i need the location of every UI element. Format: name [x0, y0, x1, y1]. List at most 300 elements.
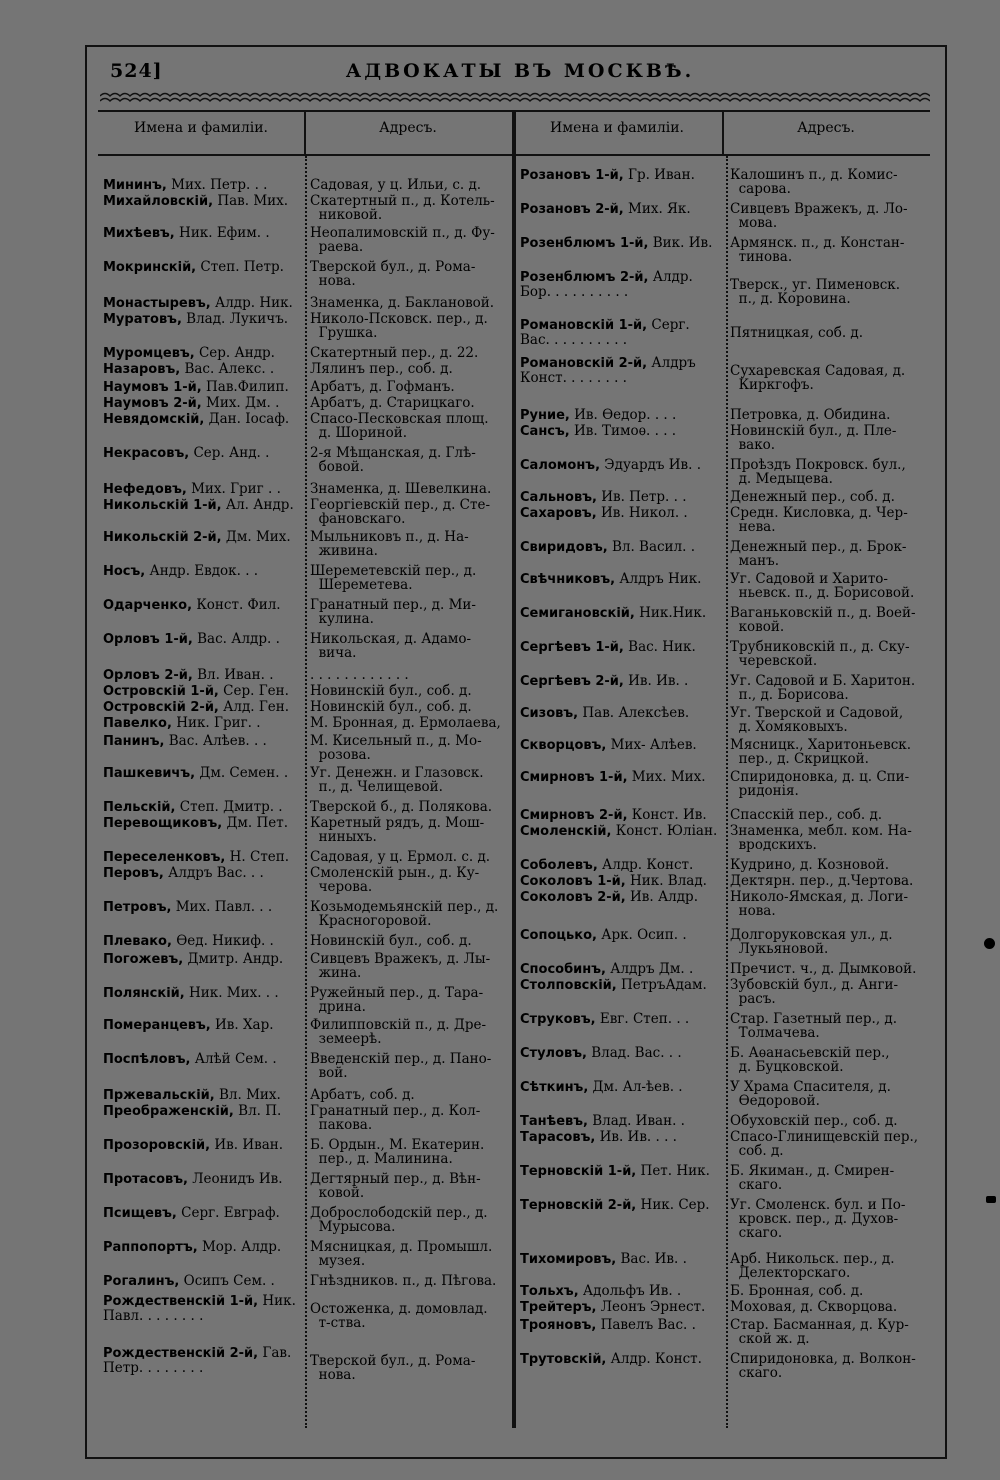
surname: Муратовъ, — [103, 312, 182, 327]
lawyer-name — [520, 962, 693, 977]
given-names: Гав. — [258, 1345, 292, 1361]
address — [730, 1284, 863, 1298]
surname: Соболевъ, — [520, 858, 598, 873]
address — [730, 962, 916, 976]
given-names: Ив. Ив. . . . — [595, 1129, 677, 1145]
address — [730, 808, 882, 822]
address-line: д. Хомяковыхъ. — [730, 719, 848, 735]
given-names: Андр. Евдок. . . — [145, 563, 259, 579]
address-line: Новинскій бул., соб. д. — [310, 683, 472, 699]
address-line: нева. — [730, 519, 776, 535]
address-line: Спасо-Глинищевскій пер., — [730, 1129, 919, 1145]
lawyer-name — [520, 1080, 683, 1095]
given-names: Эдуардъ Ив. . — [600, 457, 702, 473]
col-header-address-right: Адресъ. — [797, 120, 855, 136]
address-line: вродскихъ. — [730, 837, 817, 853]
surname: Монастыревъ, — [103, 296, 211, 311]
address — [310, 716, 501, 730]
given-names: Павелъ Вас. . — [596, 1317, 696, 1333]
surname: Сергѣевъ 1-й, — [520, 640, 624, 655]
address — [310, 850, 490, 864]
address — [310, 1302, 488, 1330]
given-names: Сер. Ген. — [218, 683, 289, 699]
lawyer-name — [520, 1318, 696, 1333]
given-names: Гр. Иван. — [623, 167, 695, 183]
address-line: М. Кисельный п., д. Мо- — [310, 733, 482, 749]
address — [730, 1352, 916, 1380]
surname: Терновскій 1-й, — [520, 1164, 637, 1179]
address — [310, 1138, 484, 1166]
surname: Розановъ 1-й, — [520, 168, 624, 183]
given-names: Н. Степ. — [225, 849, 290, 865]
address — [310, 934, 472, 948]
address — [310, 1018, 486, 1046]
address-line: Садовая, у ц. Ермол. с. д. — [310, 849, 491, 865]
surname: Свѣчниковъ, — [520, 572, 616, 587]
surname: Рогалинъ, — [103, 1274, 180, 1289]
address-line: Уг. Денежн. и Глазовск. — [310, 765, 484, 781]
address-line: Садовая, у ц. Ильи, с. д. — [310, 177, 482, 193]
given-names: Мор. Алдр. — [197, 1239, 282, 1255]
address — [310, 346, 478, 360]
address — [310, 194, 495, 222]
address-line: кулина. — [310, 611, 374, 627]
surname: Струковъ, — [520, 1012, 596, 1027]
address-line: скаго. — [730, 1365, 783, 1381]
address-line: земеерѣ. — [310, 1031, 382, 1047]
surname: Розенблюмъ 2-й, — [520, 270, 649, 285]
surname: Способинъ, — [520, 962, 606, 977]
address-line: Обуховскій пер., соб. д. — [730, 1113, 898, 1129]
page-title: АДВОКАТЫ ВЪ МОСКВѢ. — [345, 60, 695, 82]
address-line: черевской. — [730, 653, 818, 669]
given-names: Серг. Евграф. — [176, 1205, 280, 1221]
address-line: нова. — [310, 273, 356, 289]
address-line: д. Шориной. — [310, 425, 408, 441]
lawyer-name — [520, 1046, 682, 1061]
address-line: Филипповскій п., д. Дре- — [310, 1017, 487, 1033]
given-names: Дмитр. Андр. — [183, 951, 284, 967]
given-names: Дм. Ал-ѣев. . — [588, 1079, 683, 1095]
address-line: Арбатъ, д. Старицкаго. — [310, 395, 475, 411]
address — [730, 738, 911, 766]
address-line: ридонія. — [730, 783, 799, 799]
given-names: Алдр. Конст. — [606, 1351, 702, 1367]
address-line: Б. Ордын., М. Екатерин. — [310, 1137, 485, 1153]
surname: Перевощиковъ, — [103, 816, 223, 831]
lawyer-name — [520, 674, 688, 689]
address — [310, 396, 475, 410]
address — [310, 1088, 415, 1102]
address-line: Уг. Садовой и Б. Харитон. — [730, 673, 916, 689]
given-names: Пав. Мих. — [213, 193, 289, 209]
lawyer-name — [103, 952, 283, 967]
address — [310, 952, 490, 980]
surname: Мининъ, — [103, 178, 167, 193]
given-names: Пав. Алексѣев. — [578, 705, 690, 721]
surname: Орловъ 2-й, — [103, 668, 193, 683]
surname: Раппопортъ, — [103, 1240, 198, 1255]
given-names: Ив. Иван. — [210, 1137, 284, 1153]
lawyer-name — [520, 1164, 710, 1179]
surname: Трейтеръ, — [520, 1300, 597, 1315]
address-line: Лукьяновой. — [730, 941, 829, 957]
lawyer-name — [103, 1088, 281, 1103]
surname: Тольхъ, — [520, 1284, 579, 1299]
col-header-address-left: Адресъ. — [379, 120, 437, 136]
given-names: Алѣй Сем. . — [190, 1051, 277, 1067]
address — [730, 490, 895, 504]
lawyer-name — [103, 312, 288, 327]
address-line: Тверской бул., д. Рома- — [310, 1353, 476, 1369]
address — [310, 866, 479, 894]
address-line: бовой. — [310, 459, 364, 475]
address — [310, 362, 453, 376]
lawyer-name — [520, 890, 698, 905]
address — [310, 1354, 475, 1382]
lawyer-name — [103, 226, 270, 241]
address-line: Уг. Садовой и Харито- — [730, 571, 888, 587]
address — [730, 364, 905, 392]
lawyer-name — [103, 986, 279, 1001]
surname: Прозоровскій, — [103, 1138, 211, 1153]
lawyer-name — [103, 1346, 291, 1375]
lawyer-name — [520, 1284, 681, 1299]
lawyer-name — [520, 572, 701, 587]
address — [310, 1240, 492, 1268]
surname: Никольскій 1-й, — [103, 498, 222, 513]
given-names: Леонъ Эрнест. — [596, 1299, 706, 1315]
address-line: Введенскій пер., д. Пано- — [310, 1051, 492, 1067]
lawyer-name — [520, 356, 696, 385]
address-line: Арбатъ, д. Гофманъ. — [310, 379, 455, 395]
given-names: Вл. П. — [233, 1103, 282, 1119]
surname: Сансъ, — [520, 424, 570, 439]
surname: Соколовъ 2-й, — [520, 890, 626, 905]
lawyer-name — [103, 1104, 281, 1119]
address-line: ской ж. д. — [730, 1331, 810, 1347]
lawyer-name — [103, 178, 267, 193]
address — [310, 1172, 481, 1200]
lawyer-name — [103, 684, 289, 699]
address-line: Арб. Никольск. пер., д. — [730, 1251, 895, 1267]
address-line: Стар. Газетный пер., д. — [730, 1011, 898, 1027]
address-line: Гранатный пер., д. Ми- — [310, 597, 476, 613]
lawyer-name — [520, 874, 707, 889]
surname: Псищевъ, — [103, 1206, 177, 1221]
address-line: Тверск., уг. Пименовск. — [730, 277, 900, 293]
surname: Соколовъ 1-й, — [520, 874, 626, 889]
address-line: Сивцевъ Вражекъ, д. Лы- — [310, 951, 491, 967]
given-names: Степ. Петр. — [196, 259, 284, 275]
address-line: Остоженка, д. домовлад. — [310, 1301, 488, 1317]
address — [310, 530, 469, 558]
surname: Сахаровъ, — [520, 506, 597, 521]
address — [310, 986, 483, 1014]
col-header-names-left: Имена и фамиліи. — [134, 120, 268, 136]
address-line: вича. — [310, 645, 357, 661]
address-line: Тверской б., д. Полякова. — [310, 799, 493, 815]
lawyer-name — [520, 706, 689, 721]
given-names: Алдръ Ник. — [615, 571, 702, 587]
address-line: Б. Бронная, соб. д. — [730, 1283, 864, 1299]
given-names: Конст. Ив. — [627, 807, 707, 823]
address — [730, 978, 898, 1006]
lawyer-name — [103, 362, 274, 377]
address-line: Спиридоновка, д. ц. Спи- — [730, 769, 910, 785]
surname: Романовскій 2-й, — [520, 356, 648, 371]
address-line: манъ. — [730, 553, 780, 569]
surname: Никольскій 2-й, — [103, 530, 222, 545]
given-names: Влад. Лукичъ. — [181, 311, 289, 327]
lawyer-name — [103, 346, 275, 361]
address — [730, 408, 890, 422]
given-names: Влад. Вас. . . — [586, 1045, 682, 1061]
address — [310, 178, 481, 192]
given-names: Ив. Ѳедор. . . . — [569, 407, 677, 423]
address-line: Знаменка, д. Баклановой. — [310, 295, 495, 311]
address-line: ковой. — [730, 619, 785, 635]
address — [310, 684, 472, 698]
page-header — [110, 60, 930, 90]
address-line: Армянск. п., д. Констан- — [730, 235, 905, 251]
surname: Романовскій 1-й, — [520, 318, 648, 333]
given-names: Вик. Ив. — [648, 235, 713, 251]
surname: Сергѣевъ 2-й, — [520, 674, 624, 689]
given-names: Ѳед. Никиф. . — [171, 933, 274, 949]
lawyer-name — [103, 498, 294, 513]
surname: Рождественскій 1-й, — [103, 1294, 259, 1309]
surname: Розенблюмъ 1-й, — [520, 236, 649, 251]
given-names: Алдр. — [648, 269, 693, 285]
lawyer-name — [520, 408, 676, 423]
address-line: Мыльниковъ п., д. На- — [310, 529, 469, 545]
address-line: Сухаревская Садовая, д. — [730, 363, 906, 379]
lawyer-name — [520, 490, 686, 505]
surname: Погожевъ, — [103, 952, 184, 967]
given-names: Ник. Григ. . — [171, 715, 261, 731]
address-line: раева. — [310, 239, 364, 255]
address-line: Грушка. — [310, 325, 378, 341]
given-names: Ив. Ив. . — [623, 673, 689, 689]
address — [310, 482, 491, 496]
lawyer-name — [103, 260, 284, 275]
address-line: Мясницк., Харитоньевск. — [730, 737, 912, 753]
address-line: Шереметева. — [310, 577, 413, 593]
surname: Муромцевъ, — [103, 346, 195, 361]
lawyer-name — [520, 640, 696, 655]
address — [730, 874, 913, 888]
address-line: д. Буцковской. — [730, 1059, 844, 1075]
lawyer-name — [520, 978, 707, 993]
address-line: живина. — [310, 543, 378, 559]
surname: Смирновъ 2-й, — [520, 808, 628, 823]
given-names: Арк. Осип. . — [596, 927, 687, 943]
given-names: Ал. Андр. — [221, 497, 294, 513]
address-line: сарова. — [730, 181, 791, 197]
surname: Назаровъ, — [103, 362, 181, 377]
address — [730, 278, 900, 306]
given-names: Вас. Ив. . — [616, 1251, 687, 1267]
address — [730, 540, 907, 568]
surname: Тарасовъ, — [520, 1130, 596, 1145]
address — [730, 706, 903, 734]
surname: Орловъ 1-й, — [103, 632, 193, 647]
address — [730, 236, 904, 264]
address — [310, 1206, 488, 1234]
address-line: Ваганьковскій п., д. Воей- — [730, 605, 916, 621]
address-line: пер., д. Малинина. — [310, 1151, 453, 1167]
address — [310, 296, 494, 310]
address-line: кровск. пер., д. Духов- — [730, 1211, 899, 1227]
surname: Саломонъ, — [520, 458, 601, 473]
address-line: Лялинъ пер., соб. д. — [310, 361, 453, 377]
surname: Михѣевъ, — [103, 226, 175, 241]
address-line: соб. д. — [730, 1143, 784, 1159]
lawyer-name — [520, 606, 706, 621]
lawyer-name — [520, 1352, 702, 1367]
address — [730, 640, 910, 668]
address — [310, 1052, 491, 1080]
lawyer-name — [103, 1206, 280, 1221]
given-names: Дм. Семен. . — [195, 765, 289, 781]
address-line: Киркгофъ. — [730, 377, 814, 393]
address-line: Спиридоновка, д. Волкон- — [730, 1351, 916, 1367]
address-line: Козьмодемьянскій пер., д. — [310, 899, 499, 915]
address — [730, 928, 892, 956]
lawyer-name — [103, 396, 279, 411]
surname: Семигановскій, — [520, 606, 635, 621]
address-line: ньевск. п., д. Борисовой. — [730, 585, 915, 601]
address-line: нова. — [310, 1367, 356, 1383]
lawyer-name — [103, 700, 289, 715]
lawyer-name — [520, 1012, 689, 1027]
address-line: Георгіевскій пер., д. Сте- — [310, 497, 491, 513]
address-line: Петровка, д. Обидина. — [730, 407, 891, 423]
surname: Сальновъ, — [520, 490, 597, 505]
given-names-cont: Петр. . . . . . . . — [103, 1360, 204, 1376]
given-names: Осипъ Сем. . — [179, 1273, 275, 1289]
given-names-cont: Вас. . . . . . . . . . — [520, 332, 628, 348]
address-line: Ѳедоровой. — [730, 1093, 820, 1109]
address-line: Стар. Басманная, д. Кур- — [730, 1317, 909, 1333]
address-line: скаго. — [730, 1225, 783, 1241]
ink-mark — [986, 1196, 996, 1203]
lawyer-name — [520, 1300, 705, 1315]
address-line: п., д. Борисова. — [730, 687, 849, 703]
address — [730, 424, 896, 452]
address-line: дрина. — [310, 999, 366, 1015]
surname: Пржевальскій, — [103, 1088, 215, 1103]
col-divider-1-head — [304, 110, 306, 154]
address — [730, 1046, 890, 1074]
address-line: Б. Якиман., д. Смирен- — [730, 1163, 895, 1179]
given-names-cont: Конст. . . . . . . . — [520, 370, 627, 386]
address-line: Знаменка, мебл. ком. На- — [730, 823, 912, 839]
lawyer-name — [103, 1294, 296, 1323]
lawyer-name — [103, 1052, 277, 1067]
surname: Преображенскій, — [103, 1104, 234, 1119]
address-line: М. Бронная, д. Ермолаева, — [310, 715, 501, 731]
address-line: Уг. Смоленск. бул. и По- — [730, 1197, 906, 1213]
address — [730, 572, 914, 600]
lawyer-name — [520, 202, 691, 217]
surname: Сизовъ, — [520, 706, 579, 721]
address-line: т-ства. — [310, 1315, 366, 1331]
ink-spot — [984, 938, 995, 949]
address — [730, 506, 908, 534]
address — [310, 800, 492, 814]
address — [310, 734, 482, 762]
given-names: ПетръАдам. — [616, 977, 707, 993]
lawyer-name — [520, 738, 697, 753]
address-line: ниныхъ. — [310, 829, 377, 845]
given-names: Дм. Мих. — [221, 529, 291, 545]
lawyer-name — [103, 1138, 283, 1153]
given-names: Ник. — [258, 1293, 296, 1309]
col-divider-3-head — [722, 110, 724, 154]
address-line: Пречист. ч., д. Дымковой. — [730, 961, 917, 977]
surname: Нефедовъ, — [103, 482, 187, 497]
surname: Переселенковъ, — [103, 850, 226, 865]
given-names: Мих. Мих. — [627, 769, 706, 785]
address-line: расъ. — [730, 991, 776, 1007]
surname: Наумовъ 1-й, — [103, 380, 202, 395]
address — [730, 1164, 894, 1192]
address-line: Новинскій бул., соб. д. — [310, 933, 472, 949]
surname: Невядомскій, — [103, 412, 205, 427]
col-divider-center-double — [514, 110, 516, 1428]
address-line: Новинскій бул., соб. д. — [310, 699, 472, 715]
address-line: Гранатный пер., д. Кол- — [310, 1103, 481, 1119]
address-line: Арбатъ, соб. д. — [310, 1087, 415, 1103]
given-names: Степ. Дмитр. . — [175, 799, 283, 815]
address — [730, 168, 898, 196]
address — [310, 446, 476, 474]
address — [310, 700, 472, 714]
given-names: Ив. Тимоѳ. . . . — [569, 423, 677, 439]
lawyer-name — [103, 296, 293, 311]
given-names: Сер. Андр. — [194, 345, 275, 361]
given-names: Мих. Петр. . . — [166, 177, 268, 193]
address-line: вой. — [310, 1065, 348, 1081]
surname: Пельскій, — [103, 800, 176, 815]
address-line: Трубниковскій п., д. Ску- — [730, 639, 910, 655]
address-line: никовой. — [310, 207, 383, 223]
surname: Островскій 2-й, — [103, 700, 219, 715]
address-line: Доброслободскій пер., д. — [310, 1205, 488, 1221]
given-names: Ив. Никол. . — [596, 505, 688, 521]
surname: Панинъ, — [103, 734, 165, 749]
lawyer-name — [520, 458, 701, 473]
address-line: Дектярн. пер., д.Чертова. — [730, 873, 914, 889]
lawyer-name — [103, 934, 274, 949]
address — [310, 412, 489, 440]
address-line: Каретный рядъ, д. Мош- — [310, 815, 485, 831]
address — [730, 202, 908, 230]
given-names-cont: Павл. . . . . . . . — [103, 1308, 204, 1324]
address-line: Красногоровой. — [310, 913, 432, 929]
surname: Наумовъ 2-й, — [103, 396, 202, 411]
given-names: Пав.Филип. — [201, 379, 289, 395]
address — [730, 1318, 909, 1346]
lawyer-name — [103, 564, 258, 579]
surname: Поспѣловъ, — [103, 1052, 191, 1067]
lawyer-name — [103, 900, 272, 915]
address — [730, 1114, 898, 1128]
lawyer-name — [103, 1172, 283, 1187]
given-names: Серг. — [647, 317, 690, 333]
